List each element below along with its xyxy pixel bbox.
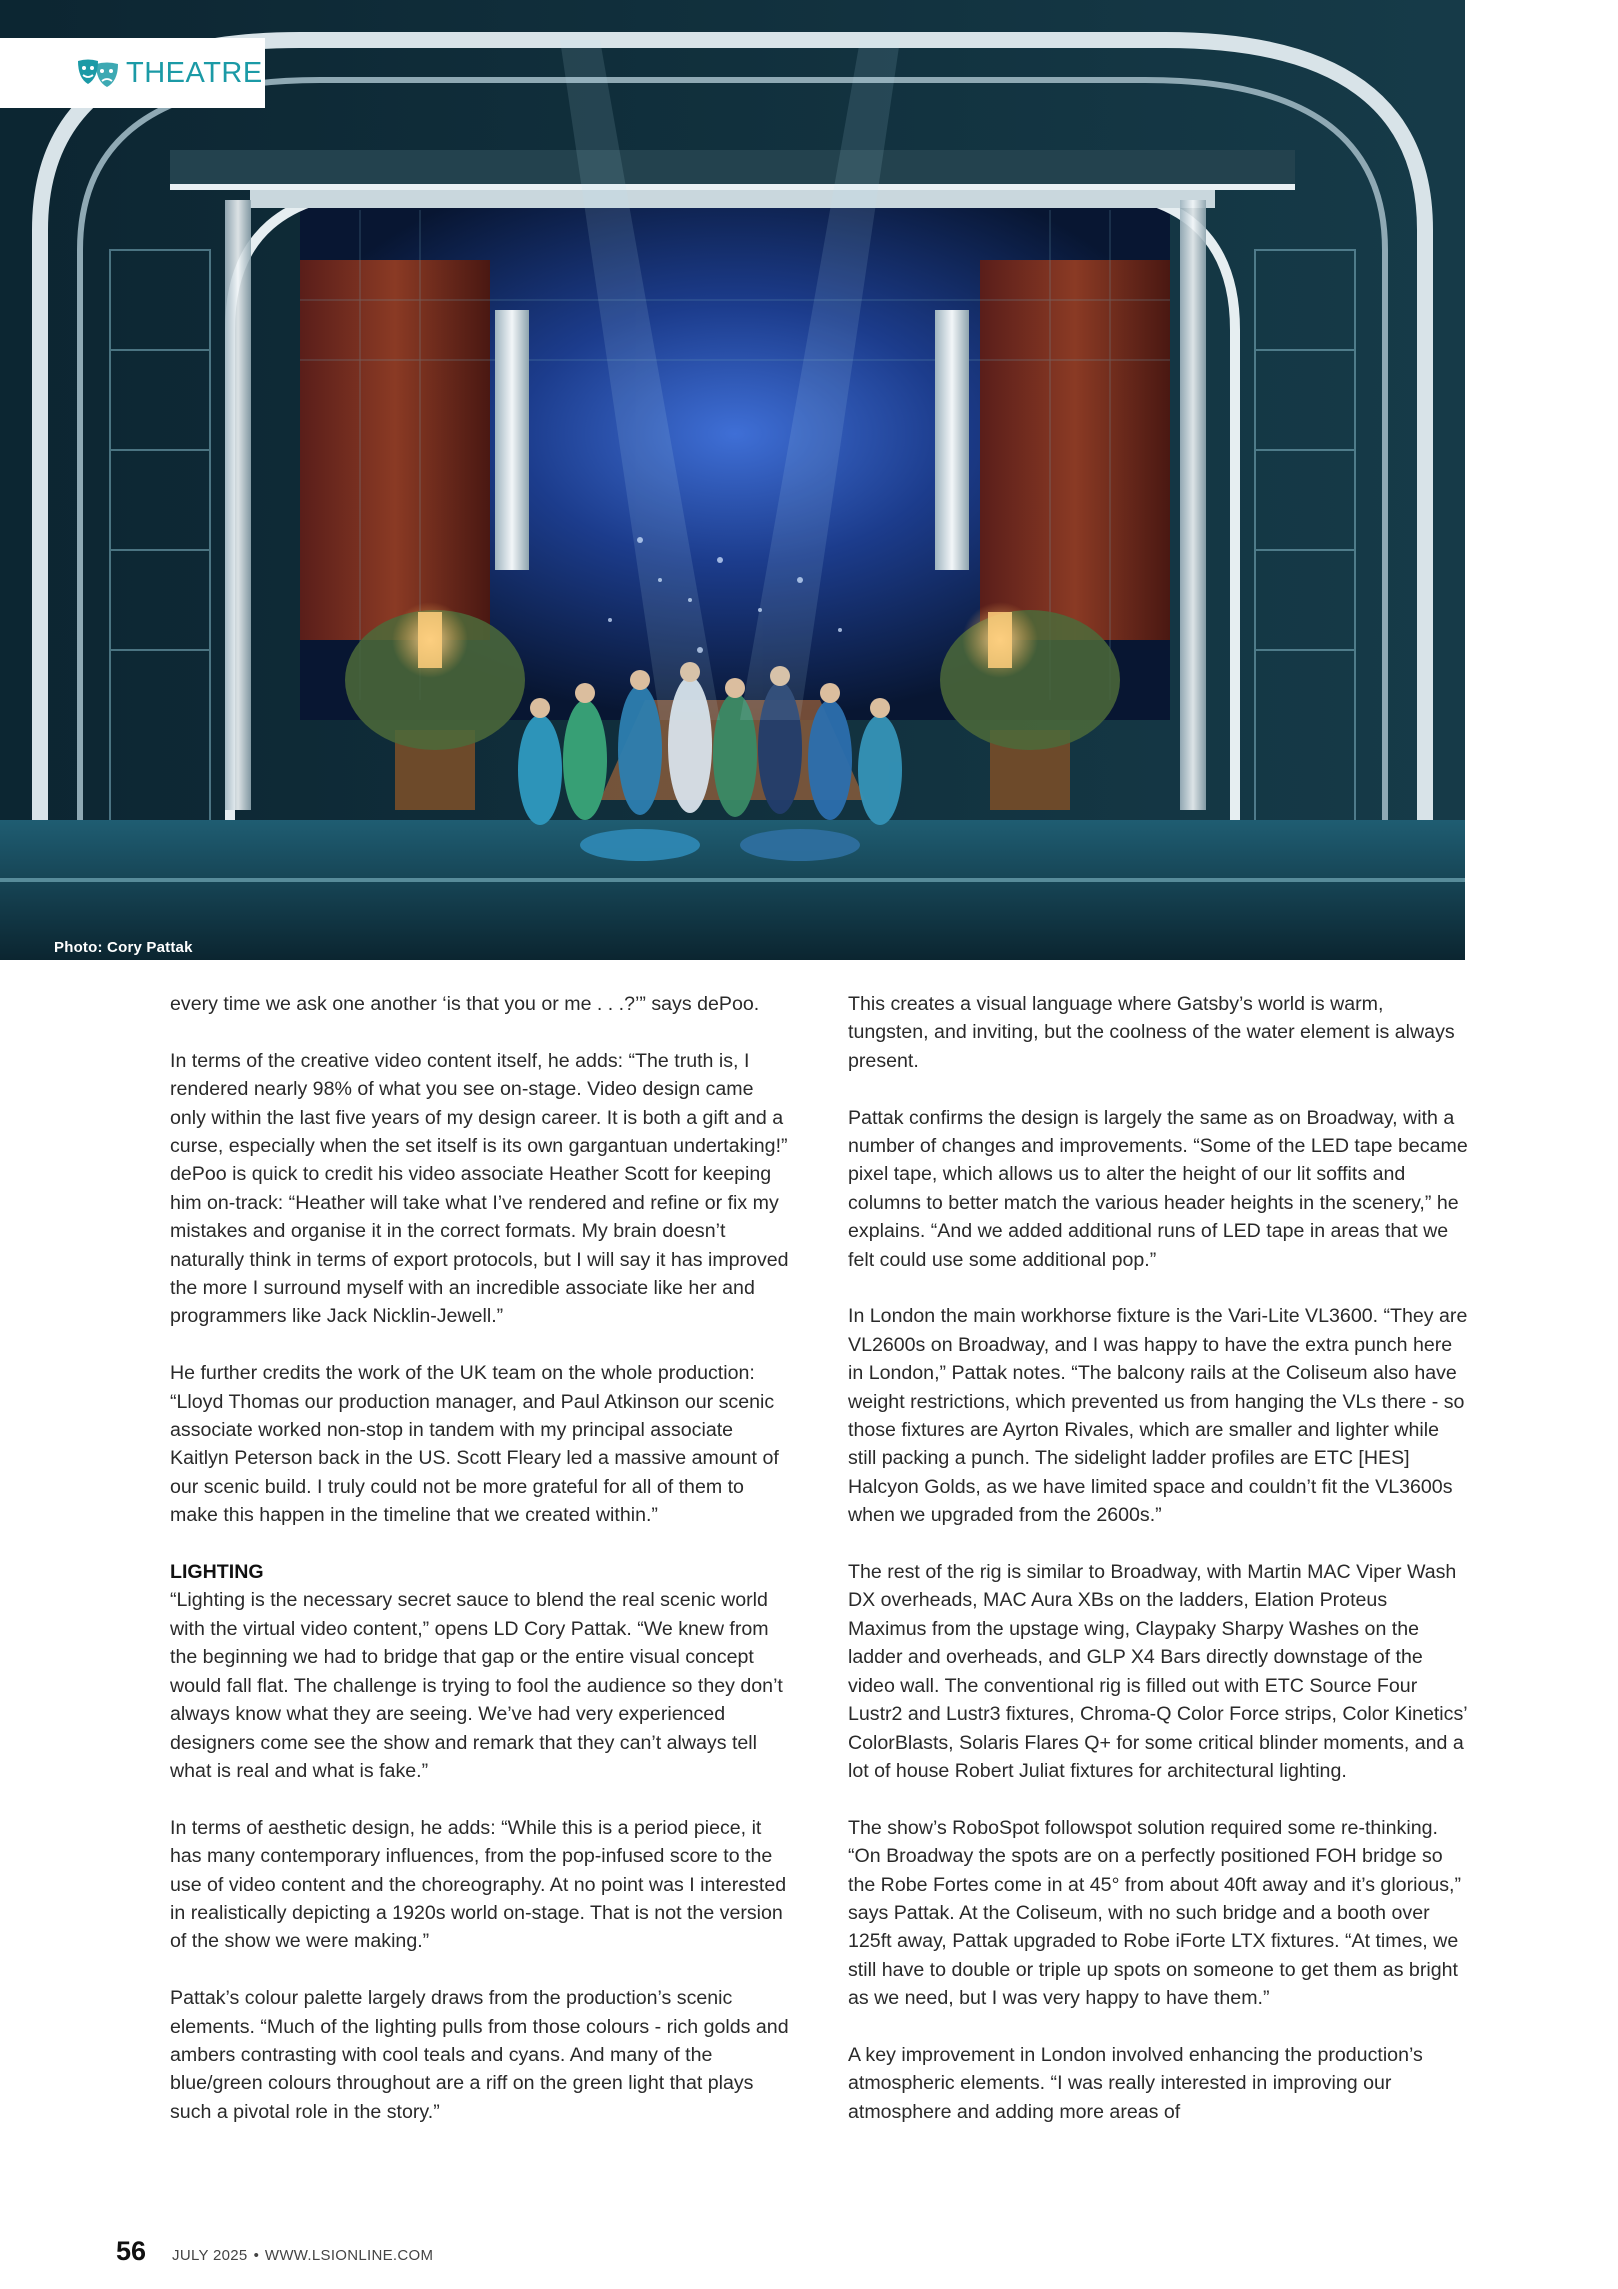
- stage-illustration: [0, 0, 1465, 960]
- paragraph: Pattak confirms the design is largely the same as on Broadway, with a number of changes and improvements. “Some of the LED tape became pixel tape, which allows us to alter the height of our lit soffits and columns to better match the various header heights in the scenery,” he explains. “And we added additional runs of LED tape in areas that we felt could use some additional pop.”: [848, 1106, 1468, 1271]
- paragraph: “Lighting is the necessary secret sauce to blend the real scenic world with the virtual video content,” opens LD Cory Pattak. “We knew from the beginning we had to bridge that gap or the entire visual concept would fall flat. The challenge is trying to fool the audience so they don’t always know what they are seeing. We’ve had very experienced designers come see the show and remark that they can’t always tell what is real and what is fake.”: [170, 1589, 783, 1782]
- paragraph: every time we ask one another ‘is that you or me . . .?’” says dePoo.: [170, 993, 760, 1015]
- paragraph: In terms of the creative video content itself, he adds: “The truth is, I rendered nearly 98% of what you see on-stage. Video design came only within the last five years of my design career. It is both a gift and a curse, especially when the set itself is its own gargantuan undertaking!” dePoo is quick to credit his video associate Heather Scott for keeping him on-track: “Heather will take what I’ve rendered and refine or fix my mistakes and organise it in the correct formats. My brain doesn’t naturally think in terms of export protocols, but I will say it has improved the more I surround myself with an incredible associate like her and programmers like Jack Nicklin-Jewell.”: [170, 1049, 789, 1328]
- website-link[interactable]: WWW.LSIONLINE.COM: [264, 2247, 434, 2264]
- paragraph: Pattak’s colour palette largely draws from the production’s scenic elements. “Much of the lighting pulls from those colours - rich golds and ambers contrasting with cool teals and cyans. And many of the blue/green colours throughout are a riff on the green light that plays such a pivotal role in the story.”: [170, 1987, 789, 2123]
- issue-date: JULY 2025: [172, 2247, 248, 2264]
- photo-credit: Photo: Cory Pattak: [54, 939, 193, 956]
- article-column-right: [848, 990, 1468, 2126]
- paragraph: He further credits the work of the UK team on the whole production: “Lloyd Thomas our production manager, and Paul Atkinson our scenic associate worked non-stop in tandem with my principal associate Kaitlyn Peterson back in the US. Scott Fleary led a massive amount of our scenic build. I truly could not be more grateful for all of them to make this happen in the timeline that we created within.”: [170, 1362, 779, 1527]
- page-number: 56: [116, 2236, 147, 2266]
- paragraph: The rest of the rig is similar to Broadway, with Martin MAC Viper Wash DX overheads, MAC Aura XBs on the ladders, Elation Proteus Maximus from the upstage wing, Claypaky Sharpy Washes on the ladder and overheads, and GLP X4 Bars directly downstage of the video wall. The conventional rig is filled out with ETC Source Four Lustr2 and Lustr3 fixtures, Chroma-Q Color Force strips, Color Kinetics’ ColorBlasts, Solaris Flares Q+ for some critical blinder moments, and a lot of house Robert Juliat fixtures for architectural lighting.: [848, 1561, 1467, 1782]
- hero-photo: [0, 0, 1465, 960]
- section-subhead: LIGHTING: [170, 1561, 264, 1584]
- paragraph: This creates a visual language where Gatsby’s world is warm, tungsten, and inviting, but the coolness of the water element is always present.: [848, 993, 1455, 1072]
- footer-separator: •: [253, 2247, 259, 2264]
- paragraph: In London the main workhorse fixture is the Vari-Lite VL3600. “They are VL2600s on Broadway, and I was happy to have the extra punch here in London,” Pattak notes. “The balcony rails at the Coliseum also have weight restrictions, which prevented us from hanging the VLs there - so those fixtures are Ayrton Rivales, which are smaller and lighter while still packing a punch. The sidelight ladder profiles are ETC [HES] Halcyon Golds, as we have limited space and couldn’t fit the VL3600s when we upgraded from the 2600s.”: [848, 1305, 1468, 1527]
- paragraph: The show’s RoboSpot followspot solution required some re-thinking. “On Broadway the spots are on a perfectly positioned FOH bridge so the Robe Fortes come in at 45° from about 40ft away and it’s glorious,” says Pattak. At the Coliseum, with no such bridge and a booth over 125ft away, Pattak upgraded to Robe iForte LTX fixtures. “At times, we still have to double or triple up spots on someone to get them as bright as we need, but I was very happy to have them.”: [848, 1816, 1462, 2010]
- paragraph: In terms of aesthetic design, he adds: “While this is a period piece, it has many contemporary influences, from the pop-infused score to the use of video content and the choreography. At no point was I interested in realistically depicting a 1920s world on-stage. That is not the version of the show we were making.”: [170, 1816, 787, 1953]
- section-tag: [0, 38, 265, 108]
- theatre-masks-icon: [76, 58, 120, 88]
- article-column-left: [170, 990, 790, 2126]
- paragraph: A key improvement in London involved enhancing the production’s atmospheric elements. “I was really interested in improving our atmosphere and adding more areas of: [848, 2043, 1423, 2123]
- page-footer: [116, 2236, 433, 2267]
- section-label: THEATRE: [126, 56, 263, 89]
